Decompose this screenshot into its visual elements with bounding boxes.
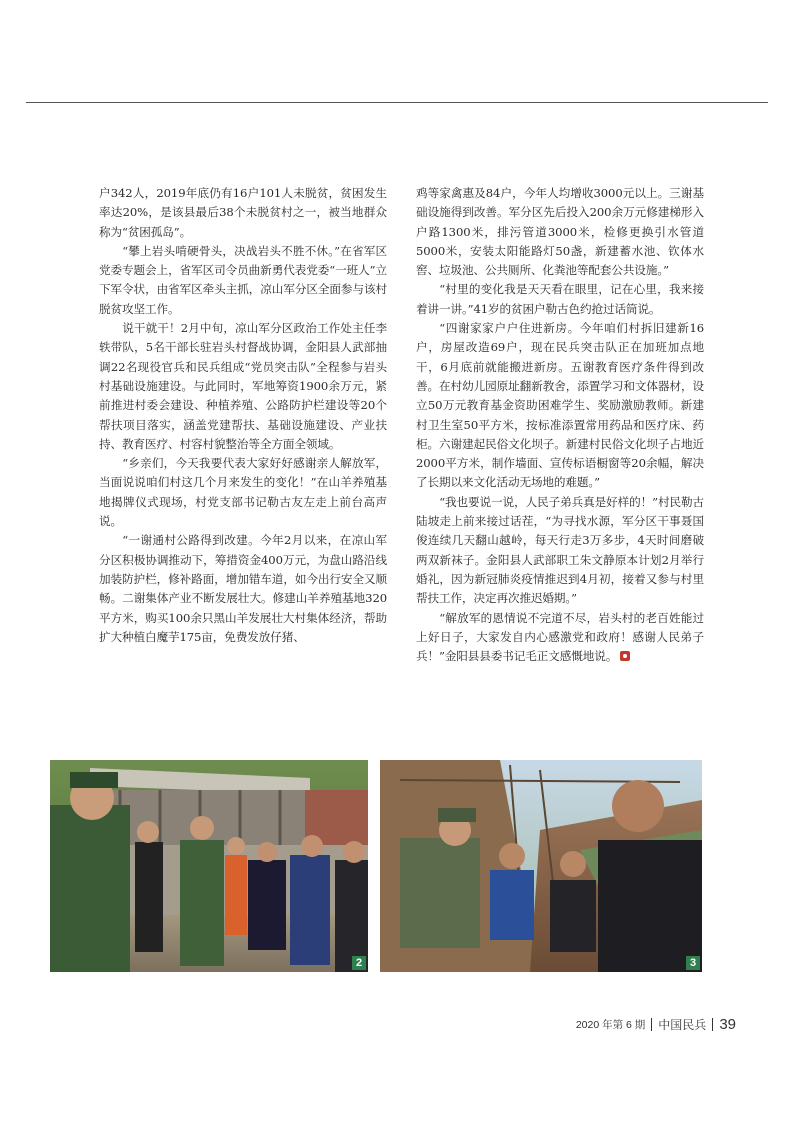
text-column-left bbox=[99, 184, 387, 647]
photo-3-image bbox=[380, 760, 702, 972]
paragraph-text: “解放军的恩情说不完道不尽，岩头村的老百姓能过上好日子，大家发自内心感激党和政府！感谢人民弟子兵！”金阳县县委书记毛正文感慨地说。 bbox=[416, 610, 704, 664]
paragraph: 鸡等家禽惠及84户，今年人均增收3000元以上。三谢基础设施得到改善。军分区先后投入200余万元修建梯形入户路1300米，排污管道3000米，检修更换引水管道5000米，安装太阳能路灯50盏，新建蓄水池、钦体水窖、垃圾池、公共厕所、化粪池等配套公共设施。” bbox=[416, 186, 704, 278]
text-column-right bbox=[416, 184, 704, 666]
header-rule bbox=[26, 102, 768, 103]
photo-2 bbox=[50, 760, 368, 972]
photo-3 bbox=[380, 760, 702, 972]
paragraph: 说干就干！2月中旬，凉山军分区政治工作处主任李轶带队，5名干部长驻岩头村督战协调，金阳县人武部抽调22名现役官兵和民兵组成“党员突击队”全程参与岩头村基础设施建设。与此同时，军地筹资1900余万元，紧前推进村委会建设、种植养殖、公路防护栏建设等20个帮扶项目落实，涵盖党建帮扶、基础设施建设、产业扶持、教育医疗、村容村貌整治等全方面全领域。 bbox=[99, 321, 387, 451]
page-number: 39 bbox=[719, 1016, 736, 1033]
photo-2-image bbox=[50, 760, 368, 972]
paragraph: “我也要说一说，人民子弟兵真是好样的！”村民勒古陆坡走上前来接过话茬，“为寻找水源，军分区干事聂国俊连续几天翻山越岭，每天行走3万多步，4天时间磨破两双新袜子。金阳县人武部职工朱文静原本计划2月举行婚礼，因为新冠肺炎疫情推迟到4月初，接着又参与村里帮扶工作，决定再次推迟婚期。” bbox=[416, 494, 704, 606]
paragraph: “一谢通村公路得到改建。今年2月以来，在凉山军分区积极协调推动下，筹措资金400万元，为盘山路沿线加装防护栏，修补路面，增加错车道，如今出行安全又顺畅。二谢集体产业不断发展壮大。修建山羊养殖基地320平方米，购买100余只黑山羊发展壮大村集体经济，帮助扩大种植白魔芋175亩，免费发放仔猪、 bbox=[99, 533, 387, 644]
paragraph bbox=[416, 609, 704, 667]
photo-number-badge: 3 bbox=[686, 956, 700, 970]
magazine-name: 中国民兵 bbox=[658, 1018, 707, 1032]
photo-number-badge: 2 bbox=[352, 956, 366, 970]
issue-label: 2020 年第 6 期 bbox=[575, 1019, 646, 1031]
paragraph: “乡亲们，今天我要代表大家好好感谢亲人解放军，当面说说咱们村这几个月来发生的变化！”在山羊养殖基地揭牌仪式现场，村党支部书记勒古友左走上前台高声说。 bbox=[99, 456, 387, 529]
divider bbox=[651, 1018, 652, 1031]
paragraph: “攀上岩头啃硬骨头，决战岩头不胜不休。”在省军区党委专题会上，省军区司令员曲新勇代表党委“一班人”立下军令状，由省军区牵头主抓，凉山军分区全面参与该村脱贫攻坚工作。 bbox=[99, 243, 387, 316]
paragraph: “村里的变化我是天天看在眼里，记在心里，我来接着讲一讲。”41岁的贫困户勒古色约抢过话筒说。 bbox=[416, 282, 704, 316]
paragraph: “四谢家家户户住进新房。今年咱们村拆旧建新16户，房屋改造69户，现在民兵突击队正在加班加点地干，6月底前就能搬进新房。五谢教育医疗条件得到改善。在村幼儿园原址翻新教舍，添置学习和文体器材，设立50万元教育基金资助困难学生、奖励激励教师。新建村卫生室50平方米，按标准添置常用药品和医疗床、药柜。六谢建起民俗文化坝子。新建村民俗文化坝子占地近2000平方米，制作墙面、宣传标语橱窗等20余幅，解决了长期以来文化活动无场地的难题。” bbox=[416, 321, 704, 490]
end-mark-icon bbox=[620, 651, 630, 661]
divider bbox=[712, 1018, 713, 1031]
paragraph: 户342人，2019年底仍有16户101人未脱贫，贫困发生率达20%，是该县最后38个未脱贫村之一，被当地群众称为“贫困孤岛”。 bbox=[99, 186, 387, 239]
page-footer bbox=[576, 1016, 736, 1033]
